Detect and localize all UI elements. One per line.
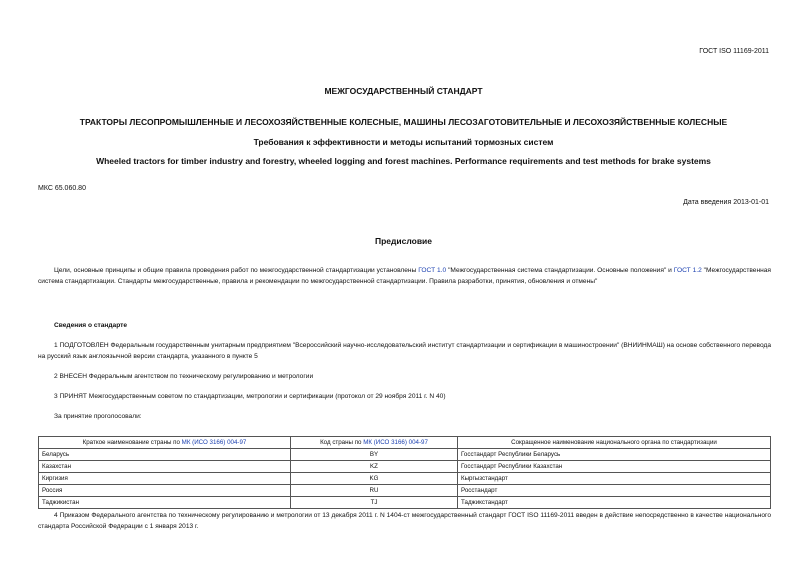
item-adopted: 3 ПРИНЯТ Межгосударственным советом по стандартизации, метрологии и сертификации (протокол от 29 ноября 2011 г. N 40) <box>54 393 446 400</box>
gost-1-2-link[interactable]: ГОСТ 1.2 <box>673 267 702 274</box>
country-cell: Россия <box>39 485 291 497</box>
title-english: Wheeled tractors for timber industry and forestry, wheeled logging and forest machines. Performance requirements and test methods for brake systems <box>96 156 711 166</box>
preface-text-b: "Межгосударственная система стандартизации. Основные положения" и <box>446 267 674 274</box>
table-row <box>39 485 771 497</box>
table-row <box>39 461 771 473</box>
subtitle-russian: Требования к эффективности и методы испытаний тормозных систем <box>253 137 554 147</box>
table-header-row <box>39 437 771 449</box>
code-cell: BY <box>291 449 458 461</box>
body-cell: Таджикстандарт <box>458 497 771 509</box>
mk-iso-3166-link[interactable]: МК (ИСО 3166) 004-97 <box>181 439 247 446</box>
standard-type-heading: МЕЖГОСУДАРСТВЕННЫЙ СТАНДАРТ <box>324 86 483 96</box>
item-prepared: 1 ПОДГОТОВЛЕН Федеральным государственным унитарным предприятием "Всероссийский научно-исследовательский институт стандартизации и сертификации в машиностроении" (ВНИИНМАШ) на основе собственного перевода на русский язык англоязычной версии стандарта, указанного в пункте 5 <box>38 342 771 360</box>
country-cell: Казахстан <box>39 461 291 473</box>
country-cell: Таджикистан <box>39 497 291 509</box>
code-cell: KZ <box>291 461 458 473</box>
column-header-country <box>39 437 291 449</box>
voting-countries-table <box>38 436 771 509</box>
mk-iso-3166-link[interactable]: МК (ИСО 3166) 004-97 <box>363 439 428 446</box>
title-russian: ТРАКТОРЫ ЛЕСОПРОМЫШЛЕННЫЕ И ЛЕСОХОЗЯЙСТВЕННЫЕ КОЛЕСНЫЕ, МАШИНЫ ЛЕСОЗАГОТОВИТЕЛЬНЫЕ И ЛЕСОХОЗЯЙСТВЕННЫЕ КОЛЕСНЫЕ <box>79 117 728 127</box>
introduction-date: Дата введения 2013-01-01 <box>683 199 769 206</box>
column-header-body: Сокращенное наименование национального органа по стандартизации <box>458 437 771 449</box>
country-cell: Киргизия <box>39 473 291 485</box>
voted-label: За принятие проголосовали: <box>54 413 142 420</box>
preface-text-c: "Межгосударственная система стандартизации. Стандарты межгосударственные, правила и рекомендации по межгосударственной стандартизации. Правила разработки, принятия, обновления и отмены" <box>38 267 771 285</box>
body-cell: Кыргызстандарт <box>458 473 771 485</box>
column-header-code <box>291 437 458 449</box>
code-cell: KG <box>291 473 458 485</box>
table-row <box>39 473 771 485</box>
standard-info-heading: Сведения о стандарте <box>54 322 128 329</box>
body-cell: Госстандарт Республики Беларусь <box>458 449 771 461</box>
country-cell: Беларусь <box>39 449 291 461</box>
preface-paragraph <box>38 265 771 287</box>
body-cell: Росстандарт <box>458 485 771 497</box>
column-header-code-text: Код страны по <box>320 439 364 446</box>
code-cell: RU <box>291 485 458 497</box>
table-row <box>39 497 771 509</box>
code-cell: TJ <box>291 497 458 509</box>
mks-code: МКС 65.060.80 <box>38 185 86 192</box>
gost-1-0-link[interactable]: ГОСТ 1.0 <box>418 267 447 274</box>
item-submitted: 2 ВНЕСЕН Федеральным агентством по техническому регулированию и метрологии <box>54 373 314 380</box>
preface-heading: Предисловие <box>374 236 433 246</box>
body-cell: Госстандарт Республики Казахстан <box>458 461 771 473</box>
table-row <box>39 449 771 461</box>
column-header-country-text: Краткое наименование страны по <box>82 439 182 446</box>
preface-text-a: Цели, основные принципы и общие правила проведения работ по межгосударственной стандартизации установлены <box>54 267 419 274</box>
item-order: 4 Приказом Федерального агентства по техническому регулированию и метрологии от 13 декабря 2011 г. N 1404-ст межгосударственный стандарт ГОСТ ISO 11169-2011 введен в действие непосредственно в качестве национального стандарта Российской Федерации с 1 января 2013 г. <box>38 512 771 530</box>
document-number: ГОСТ ISO 11169-2011 <box>699 48 769 55</box>
